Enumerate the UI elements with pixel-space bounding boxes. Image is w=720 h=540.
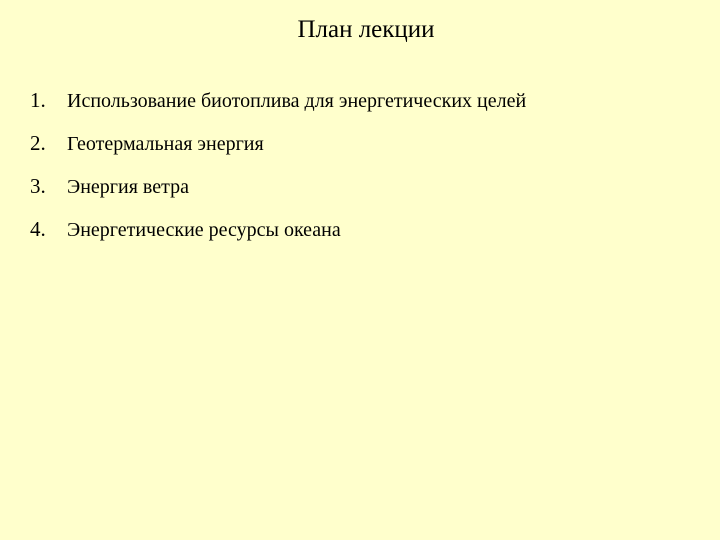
list-item-text: Геотермальная энергия: [67, 133, 264, 155]
slide-title: План лекции: [297, 16, 435, 43]
lecture-plan-list: [30, 86, 526, 258]
list-item-number: 3.: [30, 174, 46, 198]
list-item: [30, 129, 526, 172]
list-item: [30, 215, 526, 258]
list-item-number: 1.: [30, 88, 46, 112]
list-item-text: Энергетические ресурсы океана: [67, 219, 341, 241]
list-item: [30, 86, 526, 129]
list-item-text: Энергия ветра: [67, 176, 189, 198]
list-item: [30, 172, 526, 215]
list-item-number: 4.: [30, 217, 46, 241]
list-item-number: 2.: [30, 131, 46, 155]
list-item-text: Использование биотоплива для энергетических целей: [67, 90, 527, 112]
